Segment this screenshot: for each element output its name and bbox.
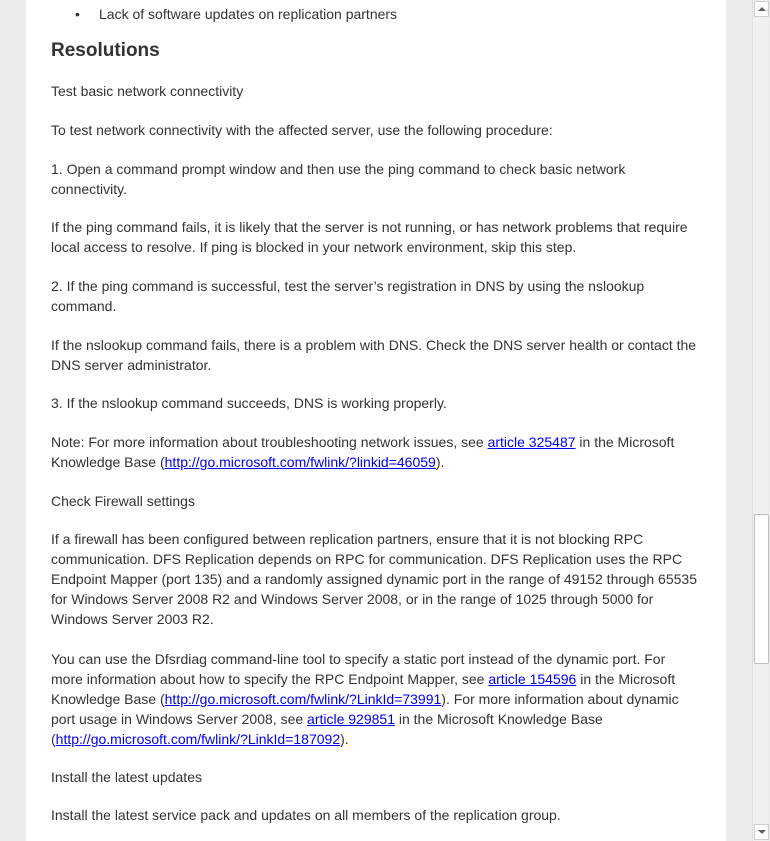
link-article-325487[interactable]: article 325487: [487, 434, 576, 450]
paragraph-nslookup-fails: If the nslookup command fails, there is a problem with DNS. Check the DNS server health or contact the DNS server administrator.: [51, 337, 697, 373]
paragraph-procedure-intro: To test network connectivity with the affected server, use the following procedure:: [51, 122, 553, 138]
list-item-text: Lack of software updates on replication partners: [99, 6, 398, 22]
dfsrdiag-text: ). For more information about dynamic port usage in Windows Server 2008, see: [51, 691, 679, 727]
note-text: in the Microsoft Knowledge Base (: [51, 434, 675, 470]
list-item: [51, 4, 706, 24]
paragraph-step-2: 2. If the ping command is successful, test the server’s registration in DNS by using the nslookup command.: [51, 278, 645, 314]
scrollbar-thumb[interactable]: [754, 514, 769, 664]
dfsrdiag-text: You can use the Dfsrdiag command-line tool to specify a static port instead of the dynamic port. For more information about how to specify the RPC Endpoint Mapper, see: [51, 651, 666, 687]
note-text: ).: [435, 454, 445, 470]
dfsrdiag-text: in the Microsoft Knowledge Base (: [51, 711, 603, 747]
paragraph-ping-fails: If the ping command fails, it is likely that the server is not running, or has network problems that require local access to resolve. If ping is blocked in your network environment, skip this step.: [51, 219, 688, 255]
scroll-down-button[interactable]: [754, 824, 769, 840]
paragraph-firewall: If a firewall has been configured between replication partners, ensure that it is not blocking RPC communication. DFS Replication depends on RPC for communication. DFS Replication uses the RPC Endpoint Mapper (port 135) and a randomly assigned dynamic port in the range of 49152 through 65535 for Windows Server 2008 R2 and Windows Server 2008, or in the range of 1025 through 5000 for Windows Server 2003 R2.: [51, 531, 697, 627]
bullet-marker: •: [75, 6, 80, 22]
arrow-down-icon: [758, 830, 766, 834]
paragraph-step-1: 1. Open a command prompt window and then use the ping command to check basic network connectivity.: [51, 161, 626, 197]
arrow-up-icon: [758, 7, 766, 11]
scroll-up-button[interactable]: [754, 1, 769, 17]
link-article-154596[interactable]: article 154596: [488, 671, 577, 687]
dfsrdiag-text: ).: [340, 731, 349, 747]
link-fwlink-73991[interactable]: http://go.microsoft.com/fwlink/?LinkId=73991: [164, 691, 442, 707]
article-page: [26, 0, 726, 841]
paragraph-install-updates: Install the latest service pack and updates on all members of the replication group.: [51, 807, 561, 823]
paragraph-dfsrdiag: [51, 649, 701, 749]
section-heading-resolutions: Resolutions: [51, 40, 160, 61]
dfsrdiag-text: in the Microsoft Knowledge Base (: [51, 671, 676, 707]
paragraph-step-3: 3. If the nslookup command succeeds, DNS is working properly.: [51, 395, 447, 411]
link-fwlink-46059[interactable]: http://go.microsoft.com/fwlink/?linkid=46059: [164, 454, 436, 470]
subheading-latest-updates: Install the latest updates: [51, 769, 202, 785]
link-article-929851[interactable]: article 929851: [307, 711, 395, 727]
link-fwlink-187092[interactable]: http://go.microsoft.com/fwlink/?LinkId=187092: [55, 731, 341, 747]
paragraph-note: [51, 432, 701, 472]
subheading-network-connectivity: Test basic network connectivity: [51, 83, 244, 99]
vertical-scrollbar[interactable]: [752, 0, 769, 841]
note-text: Note: For more information about troubleshooting network issues, see: [51, 434, 488, 450]
subheading-firewall-settings: Check Firewall settings: [51, 493, 195, 509]
